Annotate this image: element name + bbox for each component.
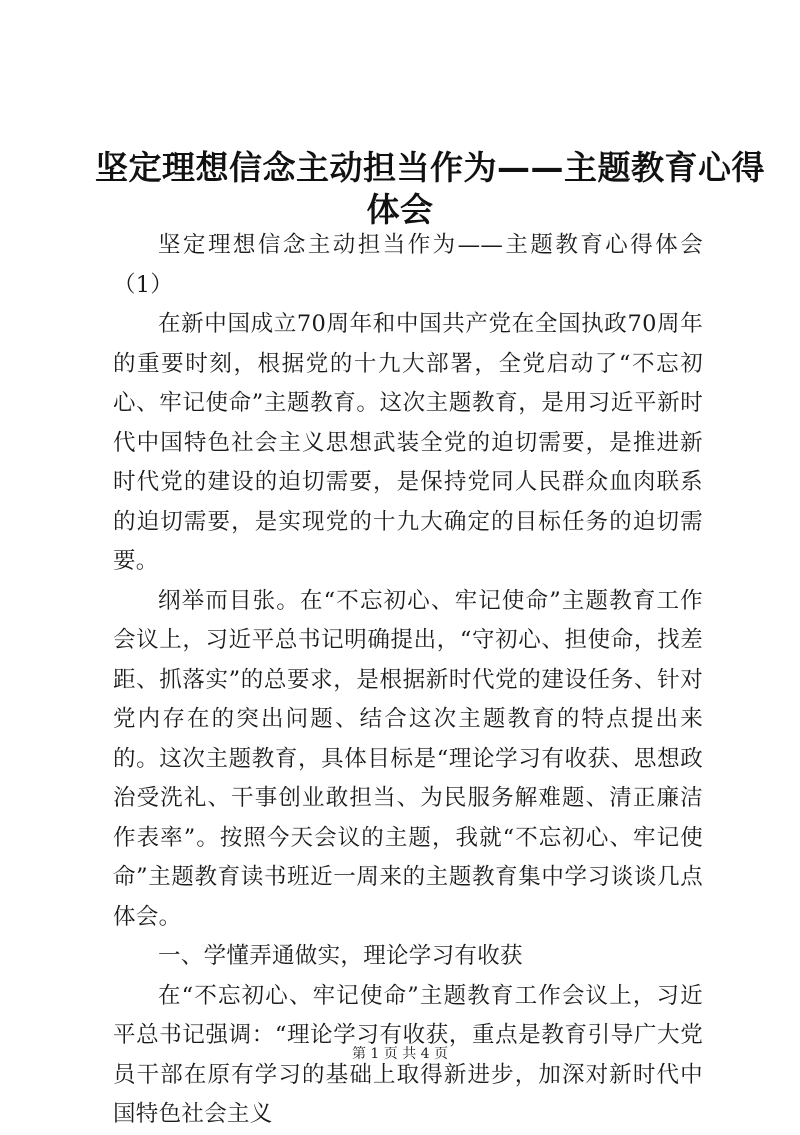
section-heading: 一、学懂弄通做实，理论学习有收获 bbox=[158, 943, 523, 969]
document-body bbox=[113, 226, 703, 1135]
body-paragraph: 在“不忘初心、牢记使命”主题教育工作会议上，习近平总书记强调：“理论学习有收获，重点是教育引导广大党员干部在原有学习的基础上取得新进步，加深对新时代中国特色社会主义 bbox=[113, 982, 703, 1127]
document-title-line-1: 坚定理想信念主动担当作为——主题教育心得 bbox=[95, 148, 765, 187]
subtitle-paragraph: 坚定理想信念主动担当作为——主题教育心得体会（1） bbox=[113, 232, 703, 298]
body-paragraph: 纲举而目张。在“不忘初心、牢记使命”主题教育工作会议上，习近平总书记明确提出，“守初心、担使命，找差距、抓落实”的总要求，是根据新时代党的建设任务、针对党内存在的突出问题、结合这次主题教育的特点提出来的。这次主题教育，具体目标是“理论学习有收获、思想政治受洗礼、干事创业敢担当、为民服务解难题、清正廉洁作表率”。按照今天会议的主题，我就“不忘初心、牢记使命”主题教育读书班近一周来的主题教育集中学习谈谈几点体会。 bbox=[113, 587, 703, 930]
body-paragraph: 在新中国成立70周年和中国共产党在全国执政70周年的重要时刻，根据党的十九大部署，全党启动了“不忘初心、牢记使命”主题教育。这次主题教育，是用习近平新时代中国特色社会主义思想武装全党的迫切需要，是推进新时代党的建设的迫切需要，是保持党同人民群众血肉联系的迫切需要，是实现党的十九大确定的目标任务的迫切需要。 bbox=[113, 311, 703, 574]
document-title-line-2: 体会 bbox=[366, 190, 434, 229]
page-footer: 第 1 页 共 4 页 bbox=[351, 1046, 449, 1062]
